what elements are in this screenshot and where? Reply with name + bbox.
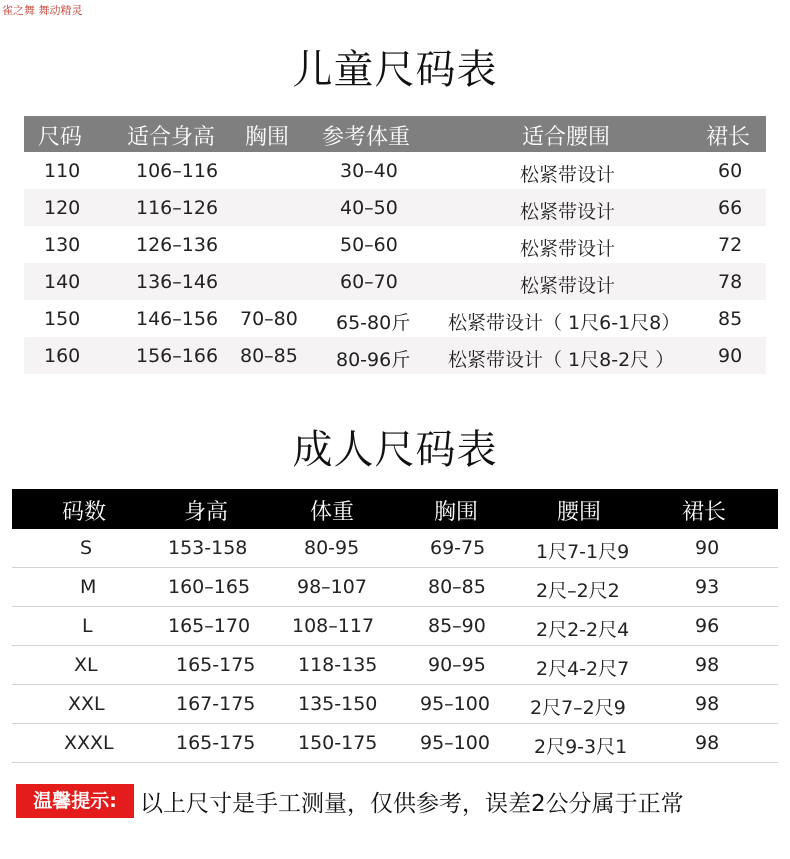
adult-cell-height: 165-175	[176, 732, 256, 754]
kids-cell-waist: 松紧带设计（ 1尺6-1尺8）	[448, 312, 681, 334]
adult-cell-size: L	[82, 615, 93, 637]
adult-cell-height: 153-158	[168, 537, 248, 559]
kids-header-length: 裙长	[706, 125, 751, 150]
adult-cell-waist: 2尺4-2尺7	[536, 658, 630, 680]
kids-cell-size: 140	[44, 271, 81, 293]
kids-cell-weight: 80-96斤	[336, 349, 411, 371]
kids-cell-chest: 80–85	[240, 345, 298, 367]
adult-cell-length: 98	[695, 654, 720, 676]
adult-size-chart-title: 成人尺码表	[292, 427, 498, 473]
adult-cell-waist: 2尺–2尺2	[536, 580, 620, 602]
adult-cell-chest: 69-75	[430, 537, 486, 559]
table-row	[24, 152, 766, 189]
table-row	[12, 529, 778, 568]
adult-cell-size: S	[80, 537, 93, 559]
table-row	[12, 607, 778, 646]
kids-cell-length: 78	[718, 271, 743, 293]
table-row	[12, 646, 778, 685]
table-row	[24, 226, 766, 263]
table-row	[24, 263, 766, 300]
adult-cell-size: XXXL	[64, 732, 114, 754]
adult-cell-weight: 135-150	[298, 693, 378, 715]
kids-header-weight: 参考体重	[322, 125, 411, 150]
adult-cell-size: XL	[74, 654, 98, 676]
adult-cell-size: M	[80, 576, 97, 598]
kids-cell-height: 146–156	[136, 308, 219, 330]
adult-header-size: 码数	[62, 500, 107, 525]
adult-cell-length: 98	[695, 693, 720, 715]
adult-header-chest: 胸围	[434, 500, 479, 525]
adult-header-height: 身高	[184, 500, 229, 525]
kids-cell-weight: 65-80斤	[336, 312, 411, 334]
adult-size-table	[12, 489, 778, 763]
adult-cell-height: 160–165	[168, 576, 251, 598]
adult-cell-weight: 108–117	[292, 615, 375, 637]
adult-cell-height: 165–170	[168, 615, 251, 637]
kids-cell-waist: 松紧带设计	[520, 275, 616, 297]
adult-cell-weight: 98–107	[297, 576, 367, 598]
watermark: 雀之舞 舞动精灵	[2, 4, 83, 17]
adult-cell-length: 98	[695, 732, 720, 754]
adult-cell-chest: 95–100	[420, 693, 490, 715]
notice-text: 以上尺寸是手工测量，仅供参考，误差2公分属于正常	[140, 791, 684, 817]
adult-header-length: 裙长	[682, 500, 727, 525]
adult-cell-chest: 95–100	[420, 732, 490, 754]
adult-cell-chest: 85–90	[428, 615, 486, 637]
kids-cell-height: 106–116	[136, 160, 219, 182]
kids-size-chart-title: 儿童尺码表	[292, 47, 498, 93]
table-row	[12, 685, 778, 724]
kids-cell-height: 126–136	[136, 234, 219, 256]
adult-cell-length: 96	[695, 615, 720, 637]
kids-cell-size: 120	[44, 197, 81, 219]
adult-cell-weight: 118-135	[298, 654, 378, 676]
size-notice	[16, 784, 786, 818]
adult-cell-chest: 90–95	[428, 654, 486, 676]
kids-cell-height: 116–126	[136, 197, 219, 219]
kids-header-height: 适合身高	[127, 125, 216, 150]
table-row	[24, 189, 766, 226]
adult-cell-height: 167-175	[176, 693, 256, 715]
kids-cell-height: 136–146	[136, 271, 219, 293]
adult-cell-weight: 150-175	[298, 732, 378, 754]
kids-cell-waist: 松紧带设计	[520, 238, 616, 260]
kids-cell-weight: 30–40	[340, 160, 398, 182]
adult-cell-height: 165-175	[176, 654, 256, 676]
adult-cell-waist: 2尺9-3尺1	[534, 736, 628, 758]
kids-cell-size: 130	[44, 234, 81, 256]
table-row	[24, 300, 766, 337]
adult-cell-weight: 80-95	[304, 537, 360, 559]
adult-cell-length: 93	[695, 576, 720, 598]
adult-cell-waist: 2尺7–2尺9	[530, 697, 626, 719]
kids-header-size: 尺码	[38, 125, 83, 150]
adult-cell-waist: 1尺7-1尺9	[536, 541, 630, 563]
kids-cell-length: 66	[718, 197, 743, 219]
kids-header-chest: 胸围	[245, 125, 290, 150]
kids-cell-waist: 松紧带设计（ 1尺8-2尺 ）	[448, 349, 675, 371]
kids-cell-waist: 松紧带设计	[520, 164, 616, 186]
kids-cell-weight: 50–60	[340, 234, 398, 256]
notice-badge: 温馨提示:	[16, 784, 134, 818]
adult-header-waist: 腰围	[557, 500, 602, 525]
kids-cell-height: 156–166	[136, 345, 219, 367]
adult-cell-waist: 2尺2-2尺4	[536, 619, 630, 641]
kids-table-header	[24, 116, 766, 152]
kids-size-table	[24, 116, 766, 374]
adult-cell-chest: 80–85	[428, 576, 486, 598]
kids-cell-chest: 70–80	[240, 308, 298, 330]
kids-cell-size: 160	[44, 345, 81, 367]
adult-cell-length: 90	[695, 537, 720, 559]
kids-cell-weight: 40–50	[340, 197, 398, 219]
table-row	[24, 337, 766, 374]
adult-cell-size: XXL	[68, 693, 105, 715]
kids-cell-length: 90	[718, 345, 743, 367]
table-row	[12, 568, 778, 607]
adult-header-weight: 体重	[310, 500, 355, 525]
kids-cell-length: 85	[718, 308, 743, 330]
kids-cell-waist: 松紧带设计	[520, 201, 616, 223]
table-row	[12, 724, 778, 763]
adult-table-header	[12, 489, 778, 529]
kids-cell-length: 72	[718, 234, 743, 256]
kids-header-waist: 适合腰围	[522, 125, 611, 150]
kids-cell-length: 60	[718, 160, 743, 182]
kids-cell-size: 110	[44, 160, 81, 182]
kids-cell-size: 150	[44, 308, 81, 330]
kids-cell-weight: 60–70	[340, 271, 398, 293]
